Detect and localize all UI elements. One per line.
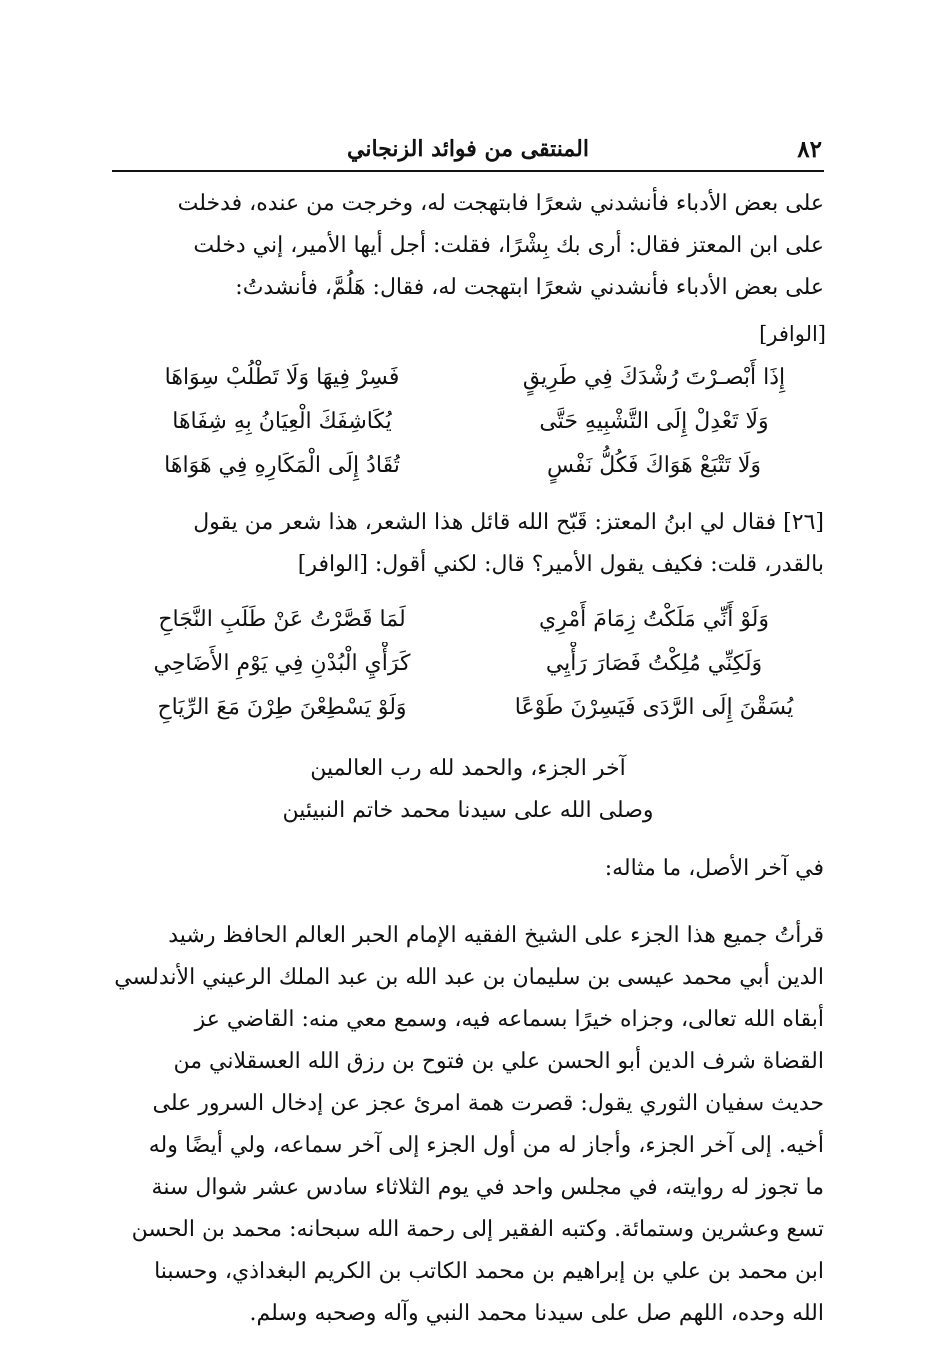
colophon-line: الله وحده، اللهم صل على سيدنا محمد النبي وآله وصحبه وسلم. (249, 1301, 824, 1326)
report-26 (112, 502, 824, 586)
verse-first-hemistich: وَلَكِنِّي مُلِكْتُ فَصَارَ رَأْيِي (545, 651, 763, 676)
verse (112, 444, 824, 488)
colophon-line: الدين أبي محمد عيسى بن سليمان بن عبد الله بن عبد الملك الرعيني الأندلسي (114, 965, 824, 990)
verse-second-hemistich: لَمَا قَصَّرْتُ عَنْ طَلَبِ النَّجَاحِ (158, 607, 406, 632)
verse-second-hemistich: وَلَوْ يَسْطِعْنَ طِرْنَ مَعَ الرِّيَاحِ (157, 695, 407, 720)
running-title: المنتقى من فوائد الزنجاني (347, 136, 589, 162)
closing-line-2: وصلى الله على سيدنا محمد خاتم النبيئين (282, 798, 654, 823)
verse-first-hemistich: وَلَوْ أَنِّي مَلَكْتُ زِمَامَ أَمْرِي (538, 607, 770, 632)
verse-second-hemistich: فَسِرْ فِيهَا وَلَا تَطْلُبْ سِوَاهَا (164, 365, 400, 390)
meter-label: [الوافر] (759, 322, 826, 346)
verse-first-hemistich: إِذَا أَبْصـرْتَ رُشْدَكَ فِي طَرِيقٍ (522, 365, 786, 390)
page-header (112, 130, 824, 172)
intro-line: على بعض الأدباء فأنشدني شعرًا ابتهجت له، فقال: هَلُمَّ، فأنشدتُ: (235, 275, 824, 300)
verse (112, 356, 824, 400)
verse (112, 686, 824, 730)
verse-second-hemistich: كَرَأْيِ الْبُدْنِ فِي يَوْمِ الأَضَاحِي (153, 651, 411, 676)
report-line: [٢٦] فقال لي ابنُ المعتز: قَبّح الله قائل هذا الشعر، هذا شعر من يقول (193, 510, 824, 535)
colophon-line: ما تجوز له روايته، في مجلس واحد في يوم الثلاثاء سادس عشر شوال سنة (151, 1175, 824, 1200)
verse-first-hemistich: وَلَا تَتْبَعْ هَوَاكَ فَكُلُّ نَفْسٍ (546, 453, 762, 478)
report-line: بالقدر، قلت: فكيف يقول الأمير؟ قال: لكني أقول: [الوافر] (297, 552, 824, 577)
intro-line: على ابن المعتز فقال: أرى بك بِشْرًا، فقلت: أجل أيها الأمير، إني دخلت (193, 233, 824, 258)
verse-first-hemistich: وَلَا تَعْدِلْ إِلَى التَّشْبِيهِ حَتَّى (539, 409, 769, 434)
intro-paragraph (112, 183, 824, 309)
verse (112, 400, 824, 444)
colophon-line: القضاة شرف الدين أبو الحسن علي بن فتوح بن رزق الله العسقلاني من (173, 1049, 824, 1074)
verse (112, 598, 824, 642)
closing-line-1: آخر الجزء، والحمد لله رب العالمين (310, 756, 626, 781)
closing-formula (112, 748, 824, 832)
poem-2 (112, 598, 824, 730)
poem-1 (112, 356, 824, 488)
colophon-line: قرأتُ جميع هذا الجزء على الشيخ الفقيه الإمام الحبر العالم الحافظ رشيد (168, 923, 824, 948)
colophon-line: أخيه. إلى آخر الجزء، وأجاز له من أول الجزء إلى آخر سماعه، ولي أيضًا وله (148, 1133, 824, 1158)
verse-second-hemistich: يُكَاشِفَكَ الْعِيَانُ بِهِ شِفَاهَا (172, 409, 392, 434)
colophon-line: حديث سفيان الثوري يقول: قصرت همة امرئ عجز عن إدخال السرور على (152, 1091, 824, 1116)
colophon-line: أبقاه الله تعالى، وجزاه خيرًا بسماعه فيه، وسمع معي منه: القاضي عز (194, 1007, 824, 1032)
colophon-paragraph (112, 915, 824, 1335)
colophon-intro: في آخر الأصل، ما مثاله: (604, 856, 824, 881)
intro-line: على بعض الأدباء فأنشدني شعرًا فابتهجت له، وخرجت من عنده، فدخلت (177, 191, 824, 216)
verse-first-hemistich: يُسَقْنَ إِلَى الرَّدَى فَيَسِرْنَ طَوْعًا (514, 695, 794, 720)
colophon-line: ابن محمد بن علي بن إبراهيم بن محمد الكاتب بن الكريم البغداذي، وحسبنا (154, 1259, 824, 1284)
colophon-line: تسع وعشرين وستمائة. وكتبه الفقير إلى رحمة الله سبحانه: محمد بن الحسن (131, 1217, 824, 1242)
page-number: ٨٢ (797, 136, 822, 163)
verse (112, 642, 824, 686)
verse-second-hemistich: تُقَادُ إِلَى الْمَكَارِهِ فِي هَوَاهَا (164, 453, 400, 478)
